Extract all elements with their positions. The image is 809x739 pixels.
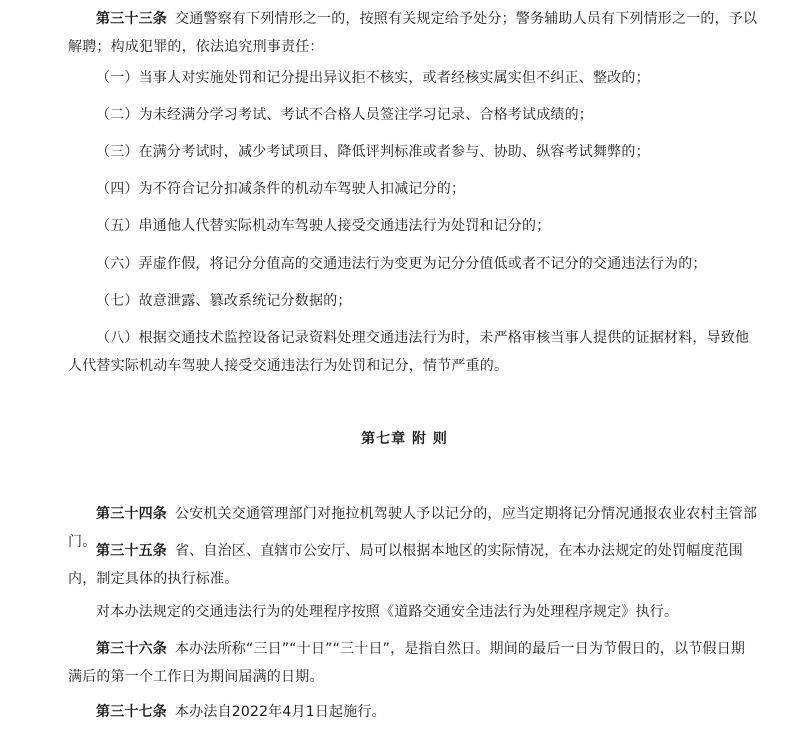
article-37-number: 第三十七条 — [96, 704, 167, 720]
article-33-item-2: （二）为未经满分学习考试、考试不合格人员签注学习记录、合格考试成绩的； — [96, 107, 593, 123]
article-33-item-8: （八）根据交通技术监控设备记录资料处理交通违法行为时，未严格审核当事人提供的证据材料，导致他人代替实际机动车驾驶人接受交通违法行为处罚和记分，情节严重的。 — [68, 330, 750, 374]
article-33-text: 交通警察有下列情形之一的，按照有关规定给予处分；警务辅助人员有下列情形之一的，予以解聘；构成犯罪的，依法追究刑事责任： — [68, 11, 758, 55]
article-36-text: 本办法所称“三日”“十日”“三十日”，是指自然日。期间的最后一日为节假日的，以节假日期满后的第一个工作日为期间届满的日期。 — [68, 641, 746, 685]
chapter-7-title: 第七章 附 则 — [361, 431, 448, 447]
article-35-text: 省、自治区、直辖市公安厅、局可以根据本地区的实际情况，在本办法规定的处罚幅度范围内，制定具体的执行标准。 — [68, 543, 743, 587]
article-33 — [68, 5, 758, 61]
article-33-item-3: （三）在满分考试时，减少考试项目、降低评判标准或者参与、协助、纵容考试舞弊的； — [96, 144, 650, 160]
article-33-item-6: （六）弄虚作假，将记分分值高的交通违法行为变更为记分分值低或者不记分的交通违法行为的； — [96, 256, 707, 272]
article-33-item-4: （四）为不符合记分扣减条件的机动车驾驶人扣减记分的； — [96, 181, 466, 197]
procedure-paragraph: 对本办法规定的交通违法行为的处理程序按照《道路交通安全违法行为处理程序规定》执行。 — [96, 604, 679, 620]
article-34-number: 第三十四条 — [96, 506, 167, 522]
article-33-item-5: （五）串通他人代替实际机动车驾驶人接受交通违法行为处罚和记分的； — [96, 218, 551, 234]
article-34-text: 公安机关交通管理部门对拖拉机驾驶人予以记分的，应当定期将记分情况通报农业农村主管部门。 — [68, 506, 758, 550]
article-36-number: 第三十六条 — [96, 641, 167, 657]
article-35 — [68, 537, 758, 593]
article-35-number: 第三十五条 — [96, 543, 167, 559]
article-37 — [68, 698, 758, 726]
article-36 — [68, 635, 758, 691]
article-33-item-1: （一）当事人对实施处罚和记分提出异议拒不核实，或者经核实属实但不纠正、整改的； — [96, 70, 650, 86]
article-37-text: 本办法自2022年4月1日起施行。 — [175, 704, 386, 720]
article-33-item-7: （七）故意泄露、篡改系统记分数据的； — [96, 293, 352, 309]
article-33-number: 第三十三条 — [96, 11, 167, 27]
